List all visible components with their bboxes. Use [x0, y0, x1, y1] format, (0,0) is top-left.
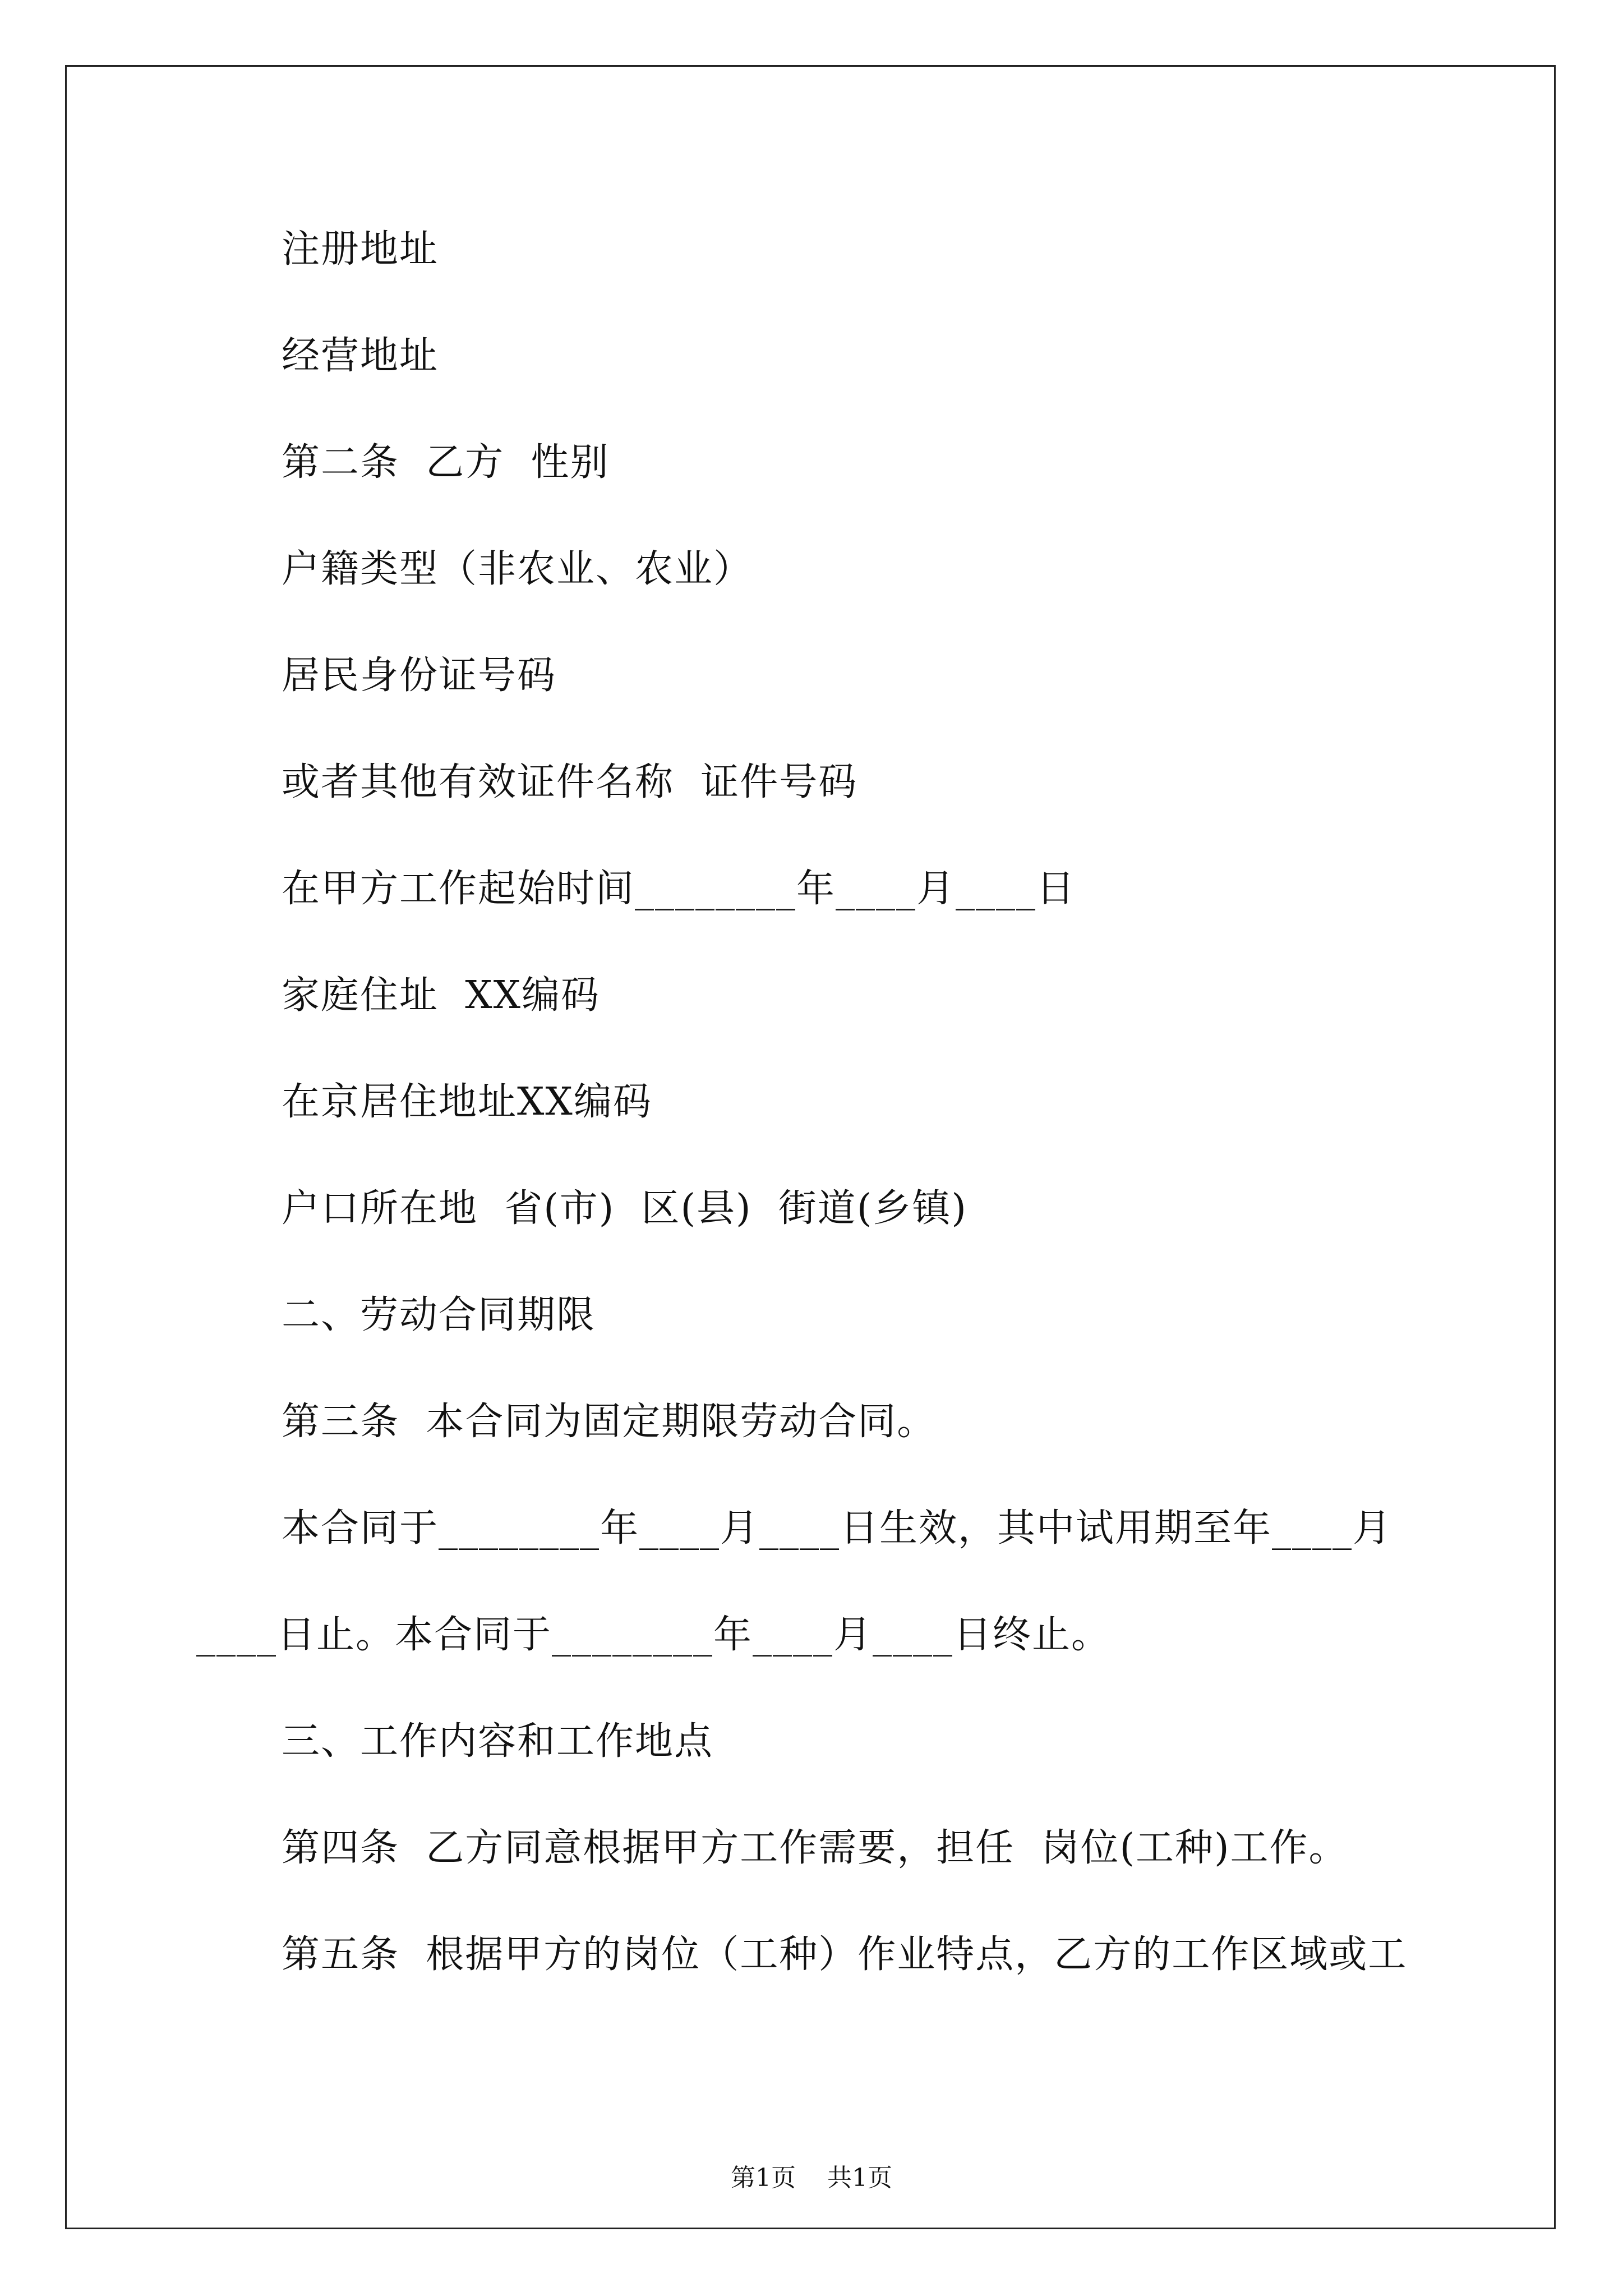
hukou-location-line: 户口所在地 省(市) 区(县) 街道(乡镇)	[282, 1186, 967, 1231]
page-footer: 第1页 共1页	[731, 2164, 892, 2192]
id-number-line: 居民身份证号码	[282, 654, 557, 698]
registered-address-line: 注册地址	[282, 227, 439, 272]
termination-date-line: ____日止。本合同于________年____月____日终止。	[196, 1613, 1111, 1657]
household-type-line: 户籍类型（非农业、农业）	[282, 547, 753, 591]
article-4-line: 第四条 乙方同意根据甲方工作需要，担任 岗位(工种)工作。	[282, 1826, 1348, 1870]
page-border	[65, 65, 1556, 2229]
beijing-address-line: 在京居住地址XX编码	[282, 1080, 652, 1124]
effective-date-line: 本合同于________年____月____日生效，其中试用期至年____月	[282, 1506, 1393, 1550]
other-id-line: 或者其他有效证件名称 证件号码	[282, 760, 858, 804]
section-3-heading: 三、工作内容和工作地点	[282, 1719, 714, 1764]
article-5-line: 第五条 根据甲方的岗位（工种）作业特点，乙方的工作区域或工	[282, 1932, 1408, 1977]
home-address-line: 家庭住址 XX编码	[282, 973, 601, 1018]
article-2-line: 第二条 乙方 性别	[282, 440, 610, 485]
business-address-line: 经营地址	[282, 334, 439, 378]
section-2-heading: 二、劳动合同期限	[282, 1293, 596, 1337]
start-date-line: 在甲方工作起始时间________年____月____日	[282, 867, 1076, 911]
article-3-line: 第三条 本合同为固定期限劳动合同。	[282, 1400, 937, 1444]
